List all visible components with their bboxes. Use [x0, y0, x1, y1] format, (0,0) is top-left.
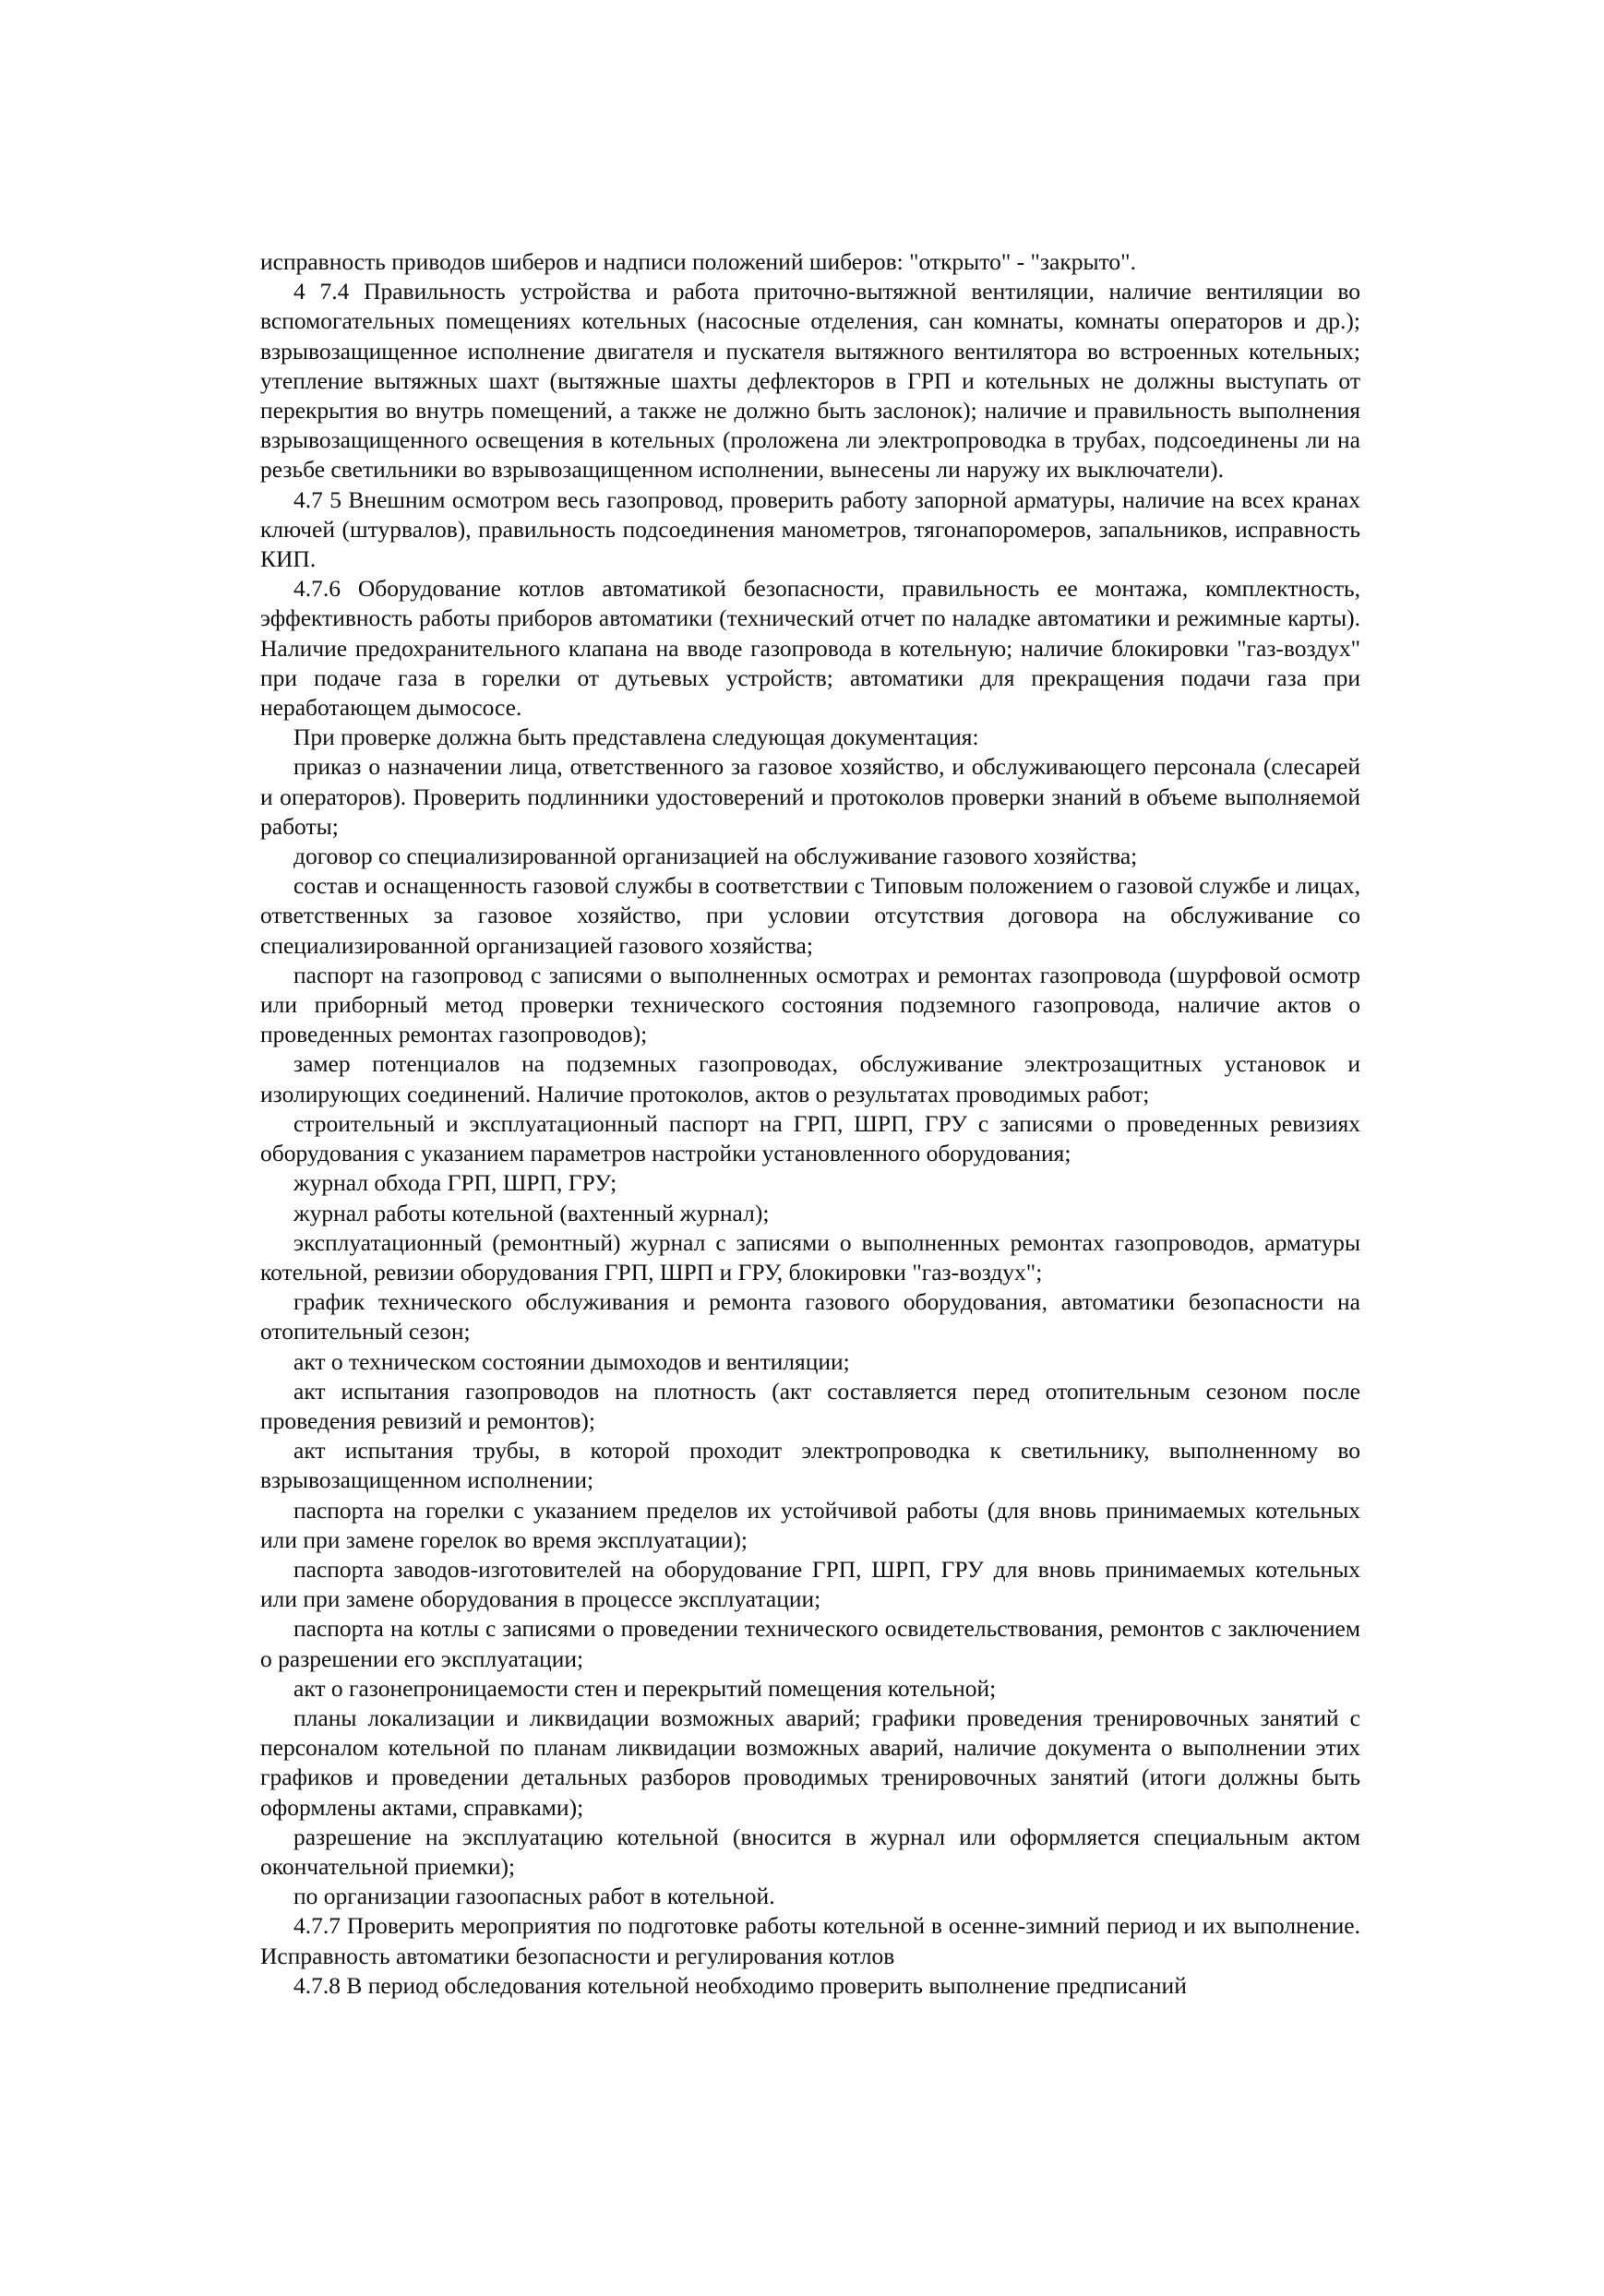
list-item-contract: договор со специализированной организацией на обслуживание газового хозяйства; — [293, 843, 1138, 870]
list-item-boiler-log: журнал работы котельной (вахтенный журнал); — [293, 1199, 770, 1226]
paragraph-dampers-drive: исправность приводов шиберов и надписи положений шиберов: "открыто" - "закрыто". — [260, 248, 1136, 275]
list-item-gas-tightness-act: акт о газонепроницаемости стен и перекрытий помещения котельной; — [293, 1674, 997, 1702]
list-item-chimney-act: акт о техническом состоянии дымоходов и вентиляции; — [293, 1347, 850, 1375]
paragraph-4-7-4-ventilation: 4 7.4 Правильность устройства и работа приточно-вытяжной вентиляции, наличие вентиляции во вспомогательных помещениях котельных (насосные отделения, сан комнаты, комнаты операторов и др.); взрывозащищенное исполнение двигателя и пускателя вытяжного вентилятора во встроенных котельных; утепление вытяжных шахт (вытяжные шахты дефлекторов в ГРП и котельных не должны выступать от перекрытия во внутрь помещений, а также не должно быть заслонок); наличие и правильность выполнения взрывозащищенного освещения в котельных (проложена ли электропроводка в трубах, подсоединены ли на резьбе светильники во взрывозащищенном исполнении, вынесены ли наружу их выключатели). — [260, 278, 1360, 484]
list-item-grp-passport: строительный и эксплуатационный паспорт на ГРП, ШРП, ГРУ с записями о проведенных ревизиях оборудования с указанием параметров настройки установленного оборудования; — [260, 1109, 1360, 1167]
paragraph-4-7-7-winter-preparation: 4.7.7 Проверить мероприятия по подготовке работы котельной в осенне-зимний период и их выполнение. Исправность автоматики безопасности и регулирования котлов — [260, 1912, 1360, 1969]
list-item-pipeline-passport: паспорт на газопровод с записями о выполненных осмотрах и ремонтах газопровода (шурфовой осмотр или приборный метод проверки технического состояния подземного газопровода, наличие актов о проведенных ремонтах газопроводов); — [260, 961, 1360, 1048]
list-item-boiler-passports: паспорта на котлы с записями о проведении технического освидетельствования, ремонтов с заключением о разрешении его эксплуатации; — [260, 1615, 1360, 1672]
paragraph-4-7-5-gas-pipeline: 4.7 5 Внешним осмотром весь газопровод, проверить работу запорной арматуры, наличие на всех кранах ключей (штурвалов), правильность подсоединения манометров, тягонапоромеров, запальников, исправность КИП. — [260, 485, 1360, 573]
list-item-density-test-act: акт испытания газопроводов на плотность (акт составляется перед отопительным сезоном после проведения ревизий и ремонтов); — [260, 1377, 1360, 1434]
paragraph-documentation-intro: При проверке должна быть представлена следующая документация: — [293, 723, 979, 751]
paragraph-4-7-8-inspection: 4.7.8 В период обследования котельной необходимо проверить выполнение предписаний — [293, 1971, 1187, 1999]
paragraph-4-7-6-automation: 4.7.6 Оборудование котлов автоматикой безопасности, правильность ее монтажа, комплектность, эффективность работы приборов автоматики (технический отчет по наладке автоматики и режимные карты). Наличие предохранительного клапана на вводе газопровода в котельную; наличие блокировки "газ-воздух" при подаче газа в горелки от дутьевых устройств; автоматики для прекращения подачи газа при неработающем дымососе. — [260, 575, 1360, 722]
list-item-emergency-plans: планы локализации и ликвидации возможных аварий; графики проведения тренировочных занятий с персоналом котельной по планам ликвидации возможных аварий, наличие документа о выполнении этих графиков и проведении детальных разборов проводимых тренировочных занятий (итоги должны быть оформлены актами, справками); — [260, 1704, 1360, 1821]
list-item-potentials: замер потенциалов на подземных газопроводах, обслуживание электрозащитных установок и изолирующих соединений. Наличие протоколов, актов о результатах проводимых работ; — [260, 1050, 1360, 1107]
list-item-order: приказ о назначении лица, ответственного за газовое хозяйство, и обслуживающего персонала (слесарей и операторов). Проверить подлинники удостоверений и протоколов проверки знаний в объеме выполняемой работы; — [260, 753, 1360, 840]
list-item-pipe-test-act: акт испытания трубы, в которой проходит электропроводка к светильнику, выполненному во взрывозащищенном исполнении; — [260, 1437, 1360, 1494]
list-item-operation-permit: разрешение на эксплуатацию котельной (вносится в журнал или оформляется специальным актом окончательной приемки); — [260, 1823, 1360, 1880]
list-item-gas-service: состав и оснащенность газовой службы в соответствии с Типовым положением о газовой службе и лицах, ответственных за газовое хозяйство, при условии отсутствия договора на обслуживание со специализированной организацией газового хозяйства; — [260, 872, 1360, 959]
list-item-gas-hazard-works: по организации газоопасных работ в котельной. — [293, 1883, 775, 1910]
list-item-repair-log: эксплуатационный (ремонтный) журнал с записями о выполненных ремонтах газопроводов, арматуры котельной, ревизии оборудования ГРП, ШРП и ГРУ, блокировки "газ-воздух"; — [260, 1228, 1360, 1286]
list-item-burner-passports: паспорта на горелки с указанием пределов их устойчивой работы (для вновь принимаемых котельных или при замене горелок во время эксплуатации); — [260, 1496, 1360, 1553]
document-page — [260, 247, 1360, 2001]
list-item-grp-log: журнал обхода ГРП, ШРП, ГРУ; — [293, 1169, 617, 1197]
list-item-manufacturer-passports: паспорта заводов-изготовителей на оборудование ГРП, ШРП, ГРУ для вновь принимаемых котельных или при замене оборудования в процессе эксплуатации; — [260, 1555, 1360, 1613]
list-item-maintenance-schedule: график технического обслуживания и ремонта газового оборудования, автоматики безопасности на отопительный сезон; — [260, 1288, 1360, 1345]
